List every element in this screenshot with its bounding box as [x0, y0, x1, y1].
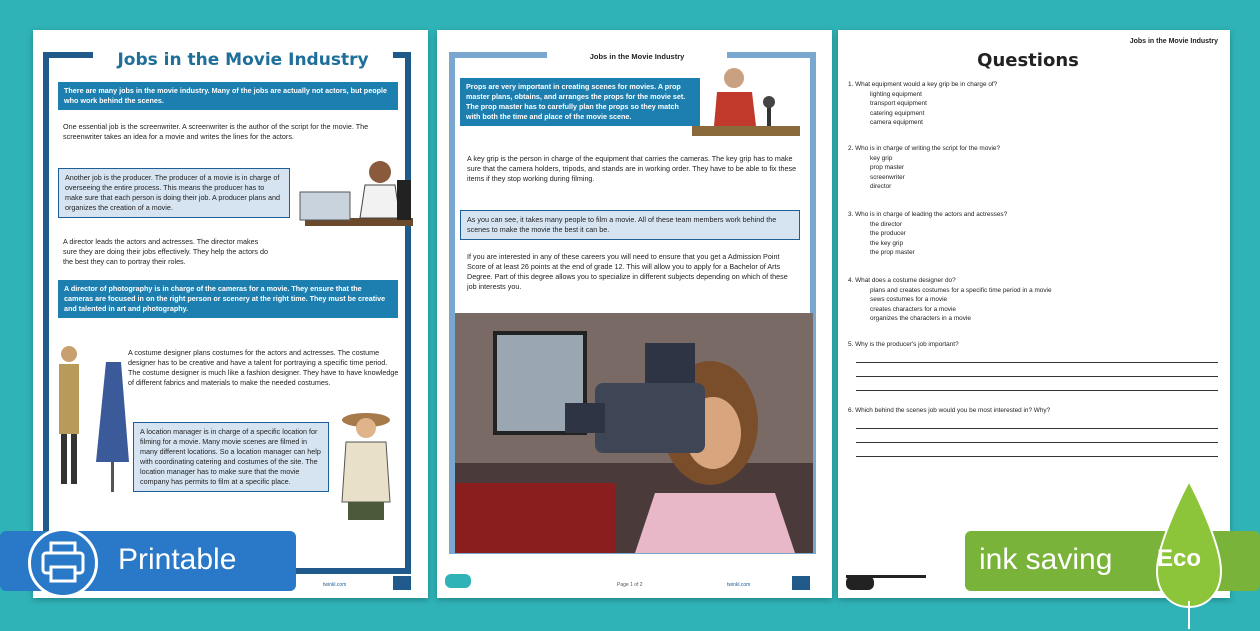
worksheet-page-2	[437, 30, 832, 598]
answer-option[interactable]: catering equipment	[870, 109, 925, 117]
printable-badge	[0, 531, 296, 591]
question-4	[848, 276, 1218, 324]
logo-mark	[792, 576, 810, 590]
ink-saving-label: ink saving	[979, 543, 1113, 576]
ink-saving-badge	[965, 531, 1260, 591]
camera-operator-illustration	[455, 313, 813, 553]
costume-illustration	[51, 342, 131, 502]
answer-option[interactable]: plans and creates costumes for a specific time period in a movie	[870, 286, 1052, 294]
questions-title: Questions	[977, 50, 1079, 71]
blob-mark	[846, 576, 874, 590]
page-title: Jobs in the Movie Industry	[93, 50, 393, 70]
director-paragraph: A director leads the actors and actresses. The director makes sure they are doing their jobs effectively. They help the actors do the best they can to portray their roles.	[63, 237, 268, 266]
answer-option[interactable]: screenwriter	[870, 173, 905, 181]
printer-icon	[31, 531, 95, 595]
eco-label: Eco	[1157, 545, 1202, 572]
answer-line[interactable]	[856, 456, 1218, 457]
photography-box: A director of photography is in charge of the cameras for a movie. They ensure that the cameras are focused in on the right person or scenery at the right time. They must be creative and talented in art and photography.	[58, 280, 398, 318]
summary-box: As you can see, it takes many people to film a movie. All of these team members work behind the scenes to make the movie the best it can be.	[460, 210, 800, 240]
question-text: 4. What does a costume designer do?	[848, 277, 956, 284]
worksheet-page-1	[33, 30, 428, 598]
answer-option[interactable]: sews costumes for a movie	[870, 296, 948, 303]
producer-box: Another job is the producer. The producer of a movie is in charge of overseeing the entire process. This means the producer has to make sure that each person is doing their job. A producer plans and organizes the creation of a movie.	[58, 168, 290, 218]
prop-master-illustration	[692, 64, 802, 154]
answer-option[interactable]: director	[870, 183, 892, 190]
keygrip-paragraph: A key grip is the person in charge of the equipment that carries the cameras. The key grip has to make sure that the camera holders, tripods, and stands are in working order. They have to be able to fix these items if they stop working during filming.	[467, 154, 797, 183]
answer-option[interactable]: the key grip	[870, 239, 904, 247]
question-3	[848, 210, 1218, 258]
logo-mark	[393, 576, 411, 590]
question-text: 1. What equipment would a key grip be in charge of?	[848, 81, 998, 88]
answer-option[interactable]: the prop master	[870, 249, 915, 256]
blob-mark	[445, 574, 471, 588]
page-number: Page 1 of 2	[617, 582, 643, 588]
question-1	[848, 80, 1218, 128]
page-footer: twinkl.com	[727, 582, 751, 588]
location-manager-illustration	[328, 402, 403, 524]
page-title: Jobs in the Movie Industry	[547, 52, 727, 61]
question-text: 3. Who is in charge of leading the actors and actresses?	[848, 211, 1008, 218]
answer-option[interactable]: the producer	[870, 230, 906, 237]
question-text: 6. Which behind the scenes job would you be most interested in? Why?	[848, 407, 1051, 414]
answer-option[interactable]: the director	[870, 220, 902, 228]
answer-line[interactable]	[856, 390, 1218, 391]
printer-circle	[28, 528, 98, 598]
answer-option[interactable]: transport equipment	[870, 100, 927, 107]
question-text: 5. Why is the producer's job important?	[848, 341, 959, 348]
answer-option[interactable]: key grip	[870, 154, 893, 162]
answer-option[interactable]: lighting equipment	[870, 90, 922, 98]
answer-line[interactable]	[856, 362, 1218, 363]
location-box: A location manager is in charge of a specific location for filming for a movie. Many movie scenes are filmed in many different locations. So a location manager can help with coordinating catering and costumes of the site. The location manager has to make sure that the movie company has permits to film at a specific place.	[133, 422, 329, 492]
question-text: 2. Who is in charge of writing the script for the movie?	[848, 145, 1001, 152]
career-paragraph: If you are interested in any of these careers you will need to ensure that you get a Admission Point Score of at least 26 points at the end of grade 12. This will allow you to apply for a Bachelor of Arts Degree. Part of this degree allows you to specialize in different subjects depending on which of these job interests you.	[467, 252, 788, 291]
question-6	[848, 406, 1218, 416]
costume-paragraph: A costume designer plans costumes for the actors and actresses. The costume designer has to be creative and have a talent for portraying a specific time period. The costume designer is much like a fashion designer. They have to have knowledge of different fabrics and materials to make the needed costumes.	[128, 348, 399, 387]
props-box: Props are very important in creating scenes for movies. A prop master plans, obtains, and arranges the props for the movie set. The prop master has to carefully plan the props so they match with both the time and place of the movie scene.	[460, 78, 700, 126]
producer-illustration	[285, 150, 415, 245]
answer-line[interactable]	[856, 376, 1218, 377]
question-2	[848, 144, 1218, 192]
question-5	[848, 340, 1218, 350]
answer-option[interactable]: prop master	[870, 164, 905, 171]
printable-label: Printable	[118, 543, 237, 576]
answer-line[interactable]	[856, 442, 1218, 443]
answer-line[interactable]	[856, 428, 1218, 429]
page-header: Jobs in the Movie Industry	[1129, 38, 1218, 45]
intro-box: There are many jobs in the movie industry. Many of the jobs are actually not actors, but people who work behind the scenes.	[58, 82, 398, 110]
answer-option[interactable]: camera equipment	[870, 119, 923, 126]
screenwriter-paragraph: One essential job is the screenwriter. A screenwriter is the author of the script for the movie. The screenwriter takes an idea for a movie and writes the lines for the actors.	[63, 122, 369, 141]
answer-option[interactable]: organizes the characters in a movie	[870, 315, 971, 322]
answer-option[interactable]: creates characters for a movie	[870, 305, 956, 313]
page-footer: twinkl.com	[323, 582, 347, 588]
